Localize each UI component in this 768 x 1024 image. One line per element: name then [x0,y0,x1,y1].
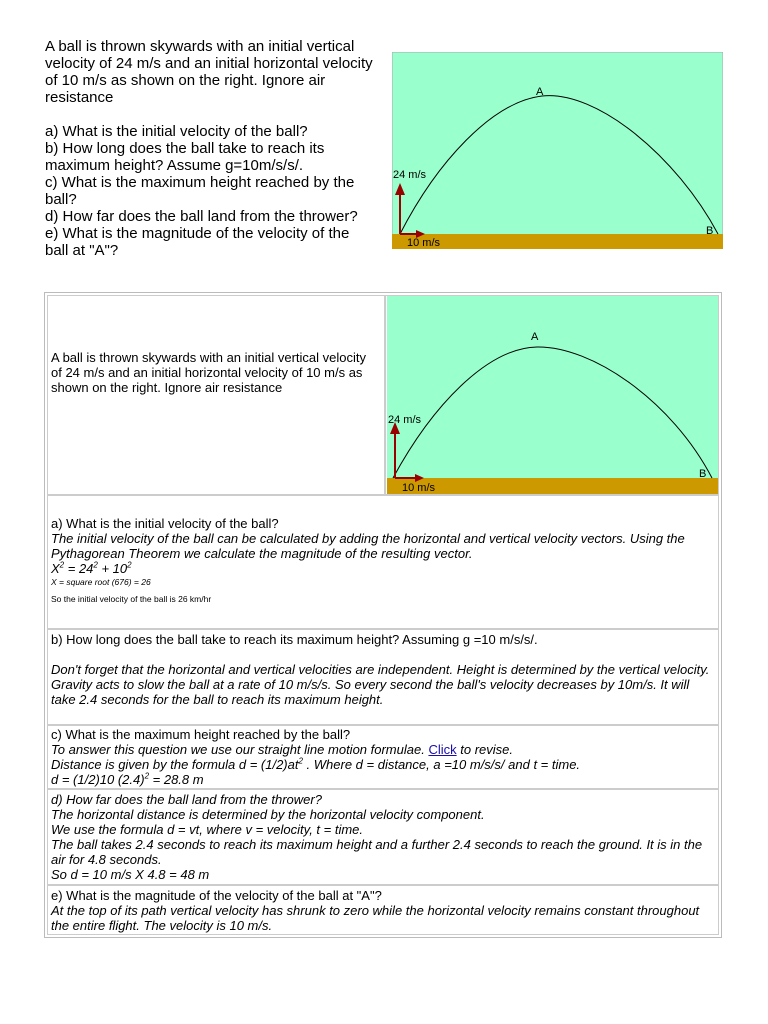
answer-c-line1: To answer this question we use our straight line motion formulae. Click to revise. [51,742,513,757]
answer-e-question: e) What is the magnitude of the velocity of the ball at "A"? [51,888,382,903]
table-trajectory-diagram [387,296,718,494]
answer-c-line3: d = (1/2)10 $(2.4)^2 = 28.8$ m [51,771,204,787]
table-sky-background [387,296,718,494]
table-label-landing: B [699,468,707,480]
sky-background [392,52,723,249]
answer-d-line2: We use the formula d = vt, where v = velocity, t = time. [51,822,364,837]
table-label-horizontal-velocity: 10 m/s [402,482,436,494]
answer-c-line2: Distance is given by the formula $d = (1/2)at^2$ . Where d = distance, a =10 m/s/s/ and t = time. [51,756,581,772]
answer-b-cell [47,629,719,725]
label-vertical-velocity: 24 m/s [393,169,427,181]
answer-e-answer: At the top of its path vertical velocity has shrunk to zero while the horizontal velocity remains constant throughout the entire flight. The velocity is 10 m/s. [51,903,700,933]
table-label-vertical-velocity: 24 m/s [388,414,422,426]
answer-c-question: c) What is the maximum height reached by the ball? [51,727,351,742]
answer-d-line4: So d = 10 m/s X 4.8 = 48 m [51,867,210,882]
label-apex: A [536,86,544,98]
answer-d-line3: The ball takes 2.4 seconds to reach its maximum height and a further 2.4 seconds to reach the ground. It is in the air for 4.8 seconds. [51,837,703,867]
table-label-apex: A [531,331,539,343]
table-ground [387,478,718,494]
answer-a-equation: $X^2 = 24^2 + 10^2$ [51,560,132,576]
answer-a-conclusion: So the initial velocity of the ball is 26 km/hr [51,594,212,604]
ground [392,234,723,249]
table-diagram-cell [385,295,719,495]
answer-a-question: a) What is the initial velocity of the ball? [51,516,279,531]
answer-a-cell [47,495,719,629]
label-landing: B [706,225,714,237]
question-d: d) How far does the ball land from the thrower? [45,208,358,225]
table-problem-cell [47,295,385,495]
solution-table [44,292,722,938]
answer-b-question: b) How long does the ball take to reach its maximum height? Assuming g =10 m/s/s/. [51,632,538,647]
answer-d-question: d) How far does the ball land from the thrower? [51,792,322,807]
answer-c-cell [47,725,719,789]
trajectory-diagram [392,52,723,249]
question-a: a) What is the initial velocity of the ball? [45,123,308,140]
table-problem-text: A ball is thrown skywards with an initial vertical velocity of 24 m/s and an initial horizontal velocity of 10 m/s as shown on the right. Ignore air resistance [51,350,367,395]
question-b: b) How long does the ball take to reach its maximum height? Assume g=10m/s/s/. [45,140,325,174]
answer-b-para2: Gravity acts to slow the ball at a rate of 10 m/s/s. So every second the ball's velocity decreases by 10m/s. It will take 2.4 seconds for the ball to reach its maximum height. [51,677,690,707]
intro-text [45,38,375,259]
answer-d-cell [47,789,719,885]
question-e: e) What is the magnitude of the velocity of the ball at "A"? [45,225,350,259]
answer-b-para1: Don't forget that the horizontal and vertical velocities are independent. Height is determined by the vertical velocity. [51,662,710,677]
answer-a-explanation: The initial velocity of the ball can be calculated by adding the horizontal and vertical velocity vectors. Using the Pythagorean Theorem we calculate the magnitude of the resulting vector. [51,531,685,561]
answer-a-sqrt: X = square root (676) = 26 [51,577,151,587]
problem-statement: A ball is thrown skywards with an initial vertical velocity of 24 m/s and an initial horizontal velocity of 10 m/s as shown on the right. Ignore air resistance [45,38,373,106]
question-c: c) What is the maximum height reached by the ball? [45,174,355,208]
label-horizontal-velocity: 10 m/s [407,237,441,249]
answer-e-cell [47,885,719,935]
revise-link[interactable]: Click [428,742,457,757]
answer-d-line1: The horizontal distance is determined by the horizontal velocity component. [51,807,485,822]
